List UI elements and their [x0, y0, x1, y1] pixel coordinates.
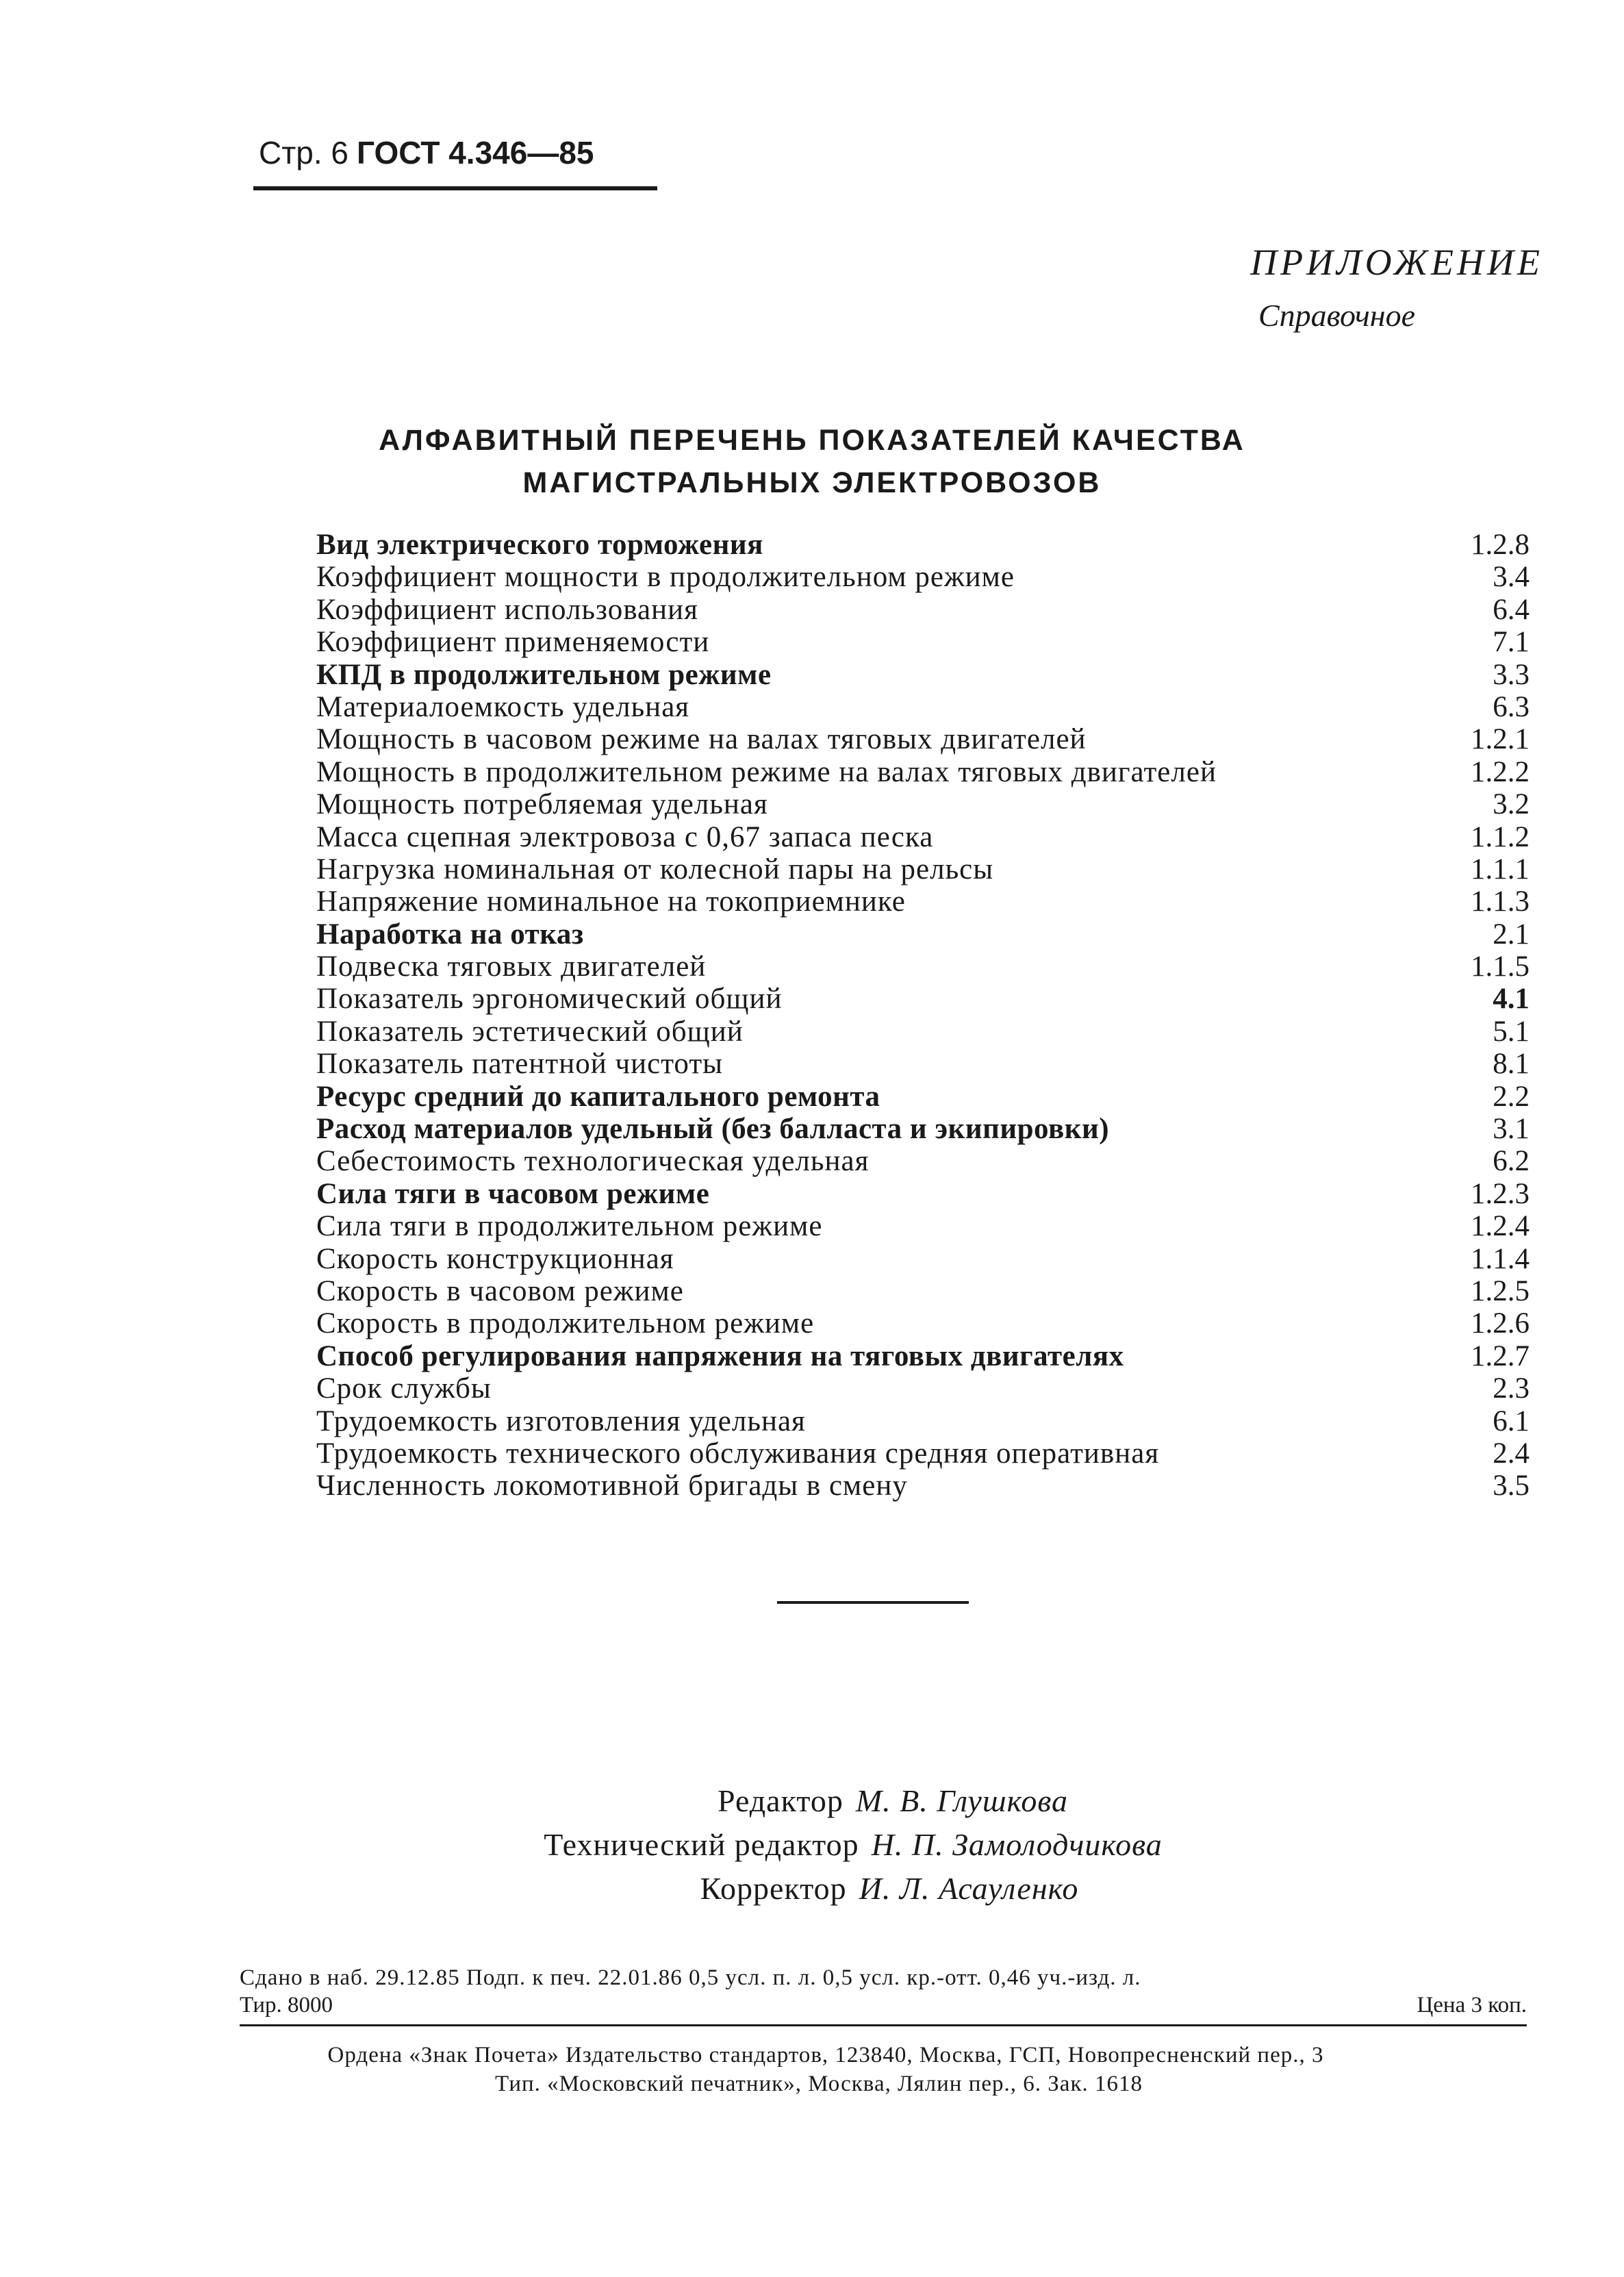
index-section-number: 7.1	[1493, 626, 1530, 659]
index-term: Мощность в часовом режиме на валах тяговых двигателей	[316, 723, 1087, 756]
index-row	[316, 756, 1530, 788]
index-row	[316, 1437, 1530, 1470]
credit-name: Н. П. Замолодчикова	[871, 1827, 1163, 1862]
index-section-number: 1.1.4	[1471, 1242, 1530, 1275]
imprint-row-2	[240, 1991, 1527, 2019]
index-row	[316, 594, 1530, 626]
publisher-line: Ордена «Знак Почета» Издательство стандартов, 123840, Москва, ГСП, Новопресненский пер., 3	[327, 2043, 1324, 2067]
section-divider	[777, 1601, 969, 1604]
credit-role: Редактор	[717, 1783, 843, 1818]
index-row	[316, 1470, 1530, 1502]
index-section-number: 3.5	[1493, 1470, 1530, 1502]
index-term: Скорость в часовом режиме	[316, 1274, 684, 1307]
index-row	[316, 1307, 1530, 1339]
index-row	[316, 723, 1530, 755]
header-divider	[253, 186, 657, 190]
index-row	[316, 918, 1530, 951]
index-row	[316, 1178, 1530, 1210]
index-section-number: 1.1.5	[1471, 951, 1530, 983]
gost-number: ГОСТ 4.346—85	[357, 135, 594, 171]
index-list	[316, 529, 1530, 1502]
index-section-number: 5.1	[1493, 1015, 1530, 1048]
index-term: Нагрузка номинальная от колесной пары на рельсы	[316, 853, 994, 885]
index-term: Показатель эстетический общий	[316, 1015, 744, 1048]
index-row	[316, 1145, 1530, 1177]
index-term: Коэффициент мощности в продолжительном режиме	[316, 561, 1015, 594]
credits-block	[0, 1779, 1624, 1911]
index-term: КПД в продолжительном режиме	[316, 658, 772, 691]
appendix-subtitle: Справочное	[1258, 298, 1416, 333]
index-section-number: 3.3	[1493, 658, 1530, 691]
index-section-number: 1.1.3	[1471, 885, 1530, 918]
index-section-number: 3.2	[1493, 788, 1530, 821]
page-number: Стр. 6	[259, 135, 349, 171]
index-section-number: 1.2.5	[1471, 1274, 1530, 1307]
index-section-number: 2.4	[1493, 1437, 1530, 1470]
index-row	[316, 1372, 1530, 1405]
index-term: Напряжение номинальное на токоприемнике	[316, 885, 906, 918]
index-section-number: 6.3	[1493, 690, 1530, 723]
index-row	[316, 659, 1530, 691]
imprint-divider	[240, 2024, 1527, 2026]
index-row	[316, 1048, 1530, 1080]
index-row	[316, 821, 1530, 853]
index-section-number: 2.3	[1493, 1372, 1530, 1405]
index-row	[316, 529, 1530, 561]
index-section-number: 4.1	[1493, 983, 1530, 1016]
index-row	[316, 561, 1530, 593]
index-term: Показатель эргономический общий	[316, 983, 783, 1016]
index-section-number: 1.2.1	[1471, 723, 1530, 756]
index-term: Скорость в продолжительном режиме	[316, 1307, 815, 1340]
index-row	[316, 853, 1530, 885]
imprint-circulation: Тир. 8000	[240, 1993, 333, 2017]
index-section-number: 1.2.6	[1471, 1307, 1530, 1340]
index-row	[316, 1340, 1530, 1372]
index-term: Себестоимость технологическая удельная	[316, 1145, 870, 1178]
index-term: Скорость конструкционная	[316, 1242, 674, 1275]
imprint-row-1	[240, 1964, 1527, 1991]
index-term: Ресурс средний до капитального ремонта	[316, 1080, 880, 1113]
credit-name: И. Л. Асауленко	[859, 1871, 1079, 1906]
index-section-number: 1.2.4	[1471, 1210, 1530, 1243]
index-term: Мощность потребляемая удельная	[316, 788, 768, 821]
imprint-block	[240, 1964, 1527, 2019]
credit-tech-editor	[0, 1823, 1624, 1867]
index-section-number: 1.2.7	[1471, 1339, 1530, 1372]
index-term: Трудоемкость изготовления удельная	[316, 1405, 806, 1437]
index-term: Наработка на отказ	[316, 918, 584, 951]
index-row	[316, 1405, 1530, 1437]
index-term: Подвеска тяговых двигателей	[316, 951, 707, 983]
index-term: Коэффициент использования	[316, 593, 698, 626]
index-row	[316, 1113, 1530, 1145]
index-section-number: 6.4	[1493, 593, 1530, 626]
credit-name: М. В. Глушкова	[855, 1783, 1068, 1818]
imprint-price: Цена 3 коп.	[1417, 1993, 1527, 2017]
credit-role: Корректор	[700, 1871, 847, 1906]
index-section-number: 3.1	[1493, 1113, 1530, 1146]
printer-block	[0, 2041, 1624, 2098]
index-section-number: 1.2.2	[1471, 755, 1530, 788]
index-section-number: 1.2.3	[1471, 1177, 1530, 1210]
index-section-number: 1.2.8	[1471, 529, 1530, 561]
index-term: Материалоемкость удельная	[316, 690, 690, 723]
index-section-number: 3.4	[1493, 561, 1530, 594]
index-row	[316, 951, 1530, 983]
index-row	[316, 1210, 1530, 1242]
index-row	[316, 788, 1530, 820]
index-section-number: 1.1.2	[1471, 820, 1530, 853]
page-header	[259, 134, 594, 171]
index-section-number: 2.2	[1493, 1080, 1530, 1113]
credit-role: Технический редактор	[544, 1827, 859, 1862]
index-section-number: 6.2	[1493, 1145, 1530, 1178]
appendix-title: ПРИЛОЖЕНИЕ	[1250, 242, 1543, 283]
index-term: Коэффициент применяемости	[316, 626, 710, 659]
index-term: Трудоемкость технического обслуживания средняя оперативная	[316, 1437, 1160, 1470]
index-row	[316, 1275, 1530, 1307]
document-title-line-1: АЛФАВИТНЫЙ ПЕРЕЧЕНЬ ПОКАЗАТЕЛЕЙ КАЧЕСТВА	[379, 424, 1245, 457]
credit-proofreader	[0, 1867, 1624, 1911]
printing-house-line: Тип. «Московский печатник», Москва, Лялин пер., 6. Зак. 1618	[495, 2072, 1143, 2096]
index-row	[316, 1016, 1530, 1048]
imprint-dates: Сдано в наб. 29.12.85 Подп. к печ. 22.01.86 0,5 усл. п. л. 0,5 усл. кр.-отт. 0,46 уч.-изд. л.	[240, 1965, 1141, 1990]
credit-editor	[0, 1779, 1624, 1823]
document-title-line-2: МАГИСТРАЛЬНЫХ ЭЛЕКТРОВОЗОВ	[522, 466, 1102, 499]
index-term: Сила тяги в продолжительном режиме	[316, 1210, 823, 1243]
index-term: Способ регулирования напряжения на тяговых двигателях	[316, 1339, 1124, 1372]
index-row	[316, 1081, 1530, 1113]
index-section-number: 6.1	[1493, 1405, 1530, 1437]
index-term: Срок службы	[316, 1372, 492, 1405]
index-term: Сила тяги в часовом режиме	[316, 1177, 710, 1210]
index-term: Вид электрического торможения	[316, 529, 763, 561]
index-term: Мощность в продолжительном режиме на валах тяговых двигателей	[316, 755, 1217, 788]
index-term: Масса сцепная электровоза с 0,67 запаса песка	[316, 820, 934, 853]
index-term: Показатель патентной чистоты	[316, 1048, 724, 1081]
index-row	[316, 691, 1530, 723]
index-row	[316, 1243, 1530, 1275]
index-term: Численность локомотивной бригады в смену	[316, 1470, 908, 1502]
index-section-number: 1.1.1	[1471, 853, 1530, 885]
index-section-number: 8.1	[1493, 1048, 1530, 1081]
index-row	[316, 983, 1530, 1015]
document-title	[0, 419, 1624, 504]
index-row	[316, 885, 1530, 918]
index-term: Расход материалов удельный (без балласта и экипировки)	[316, 1113, 1110, 1146]
index-row	[316, 626, 1530, 658]
index-section-number: 2.1	[1493, 918, 1530, 951]
